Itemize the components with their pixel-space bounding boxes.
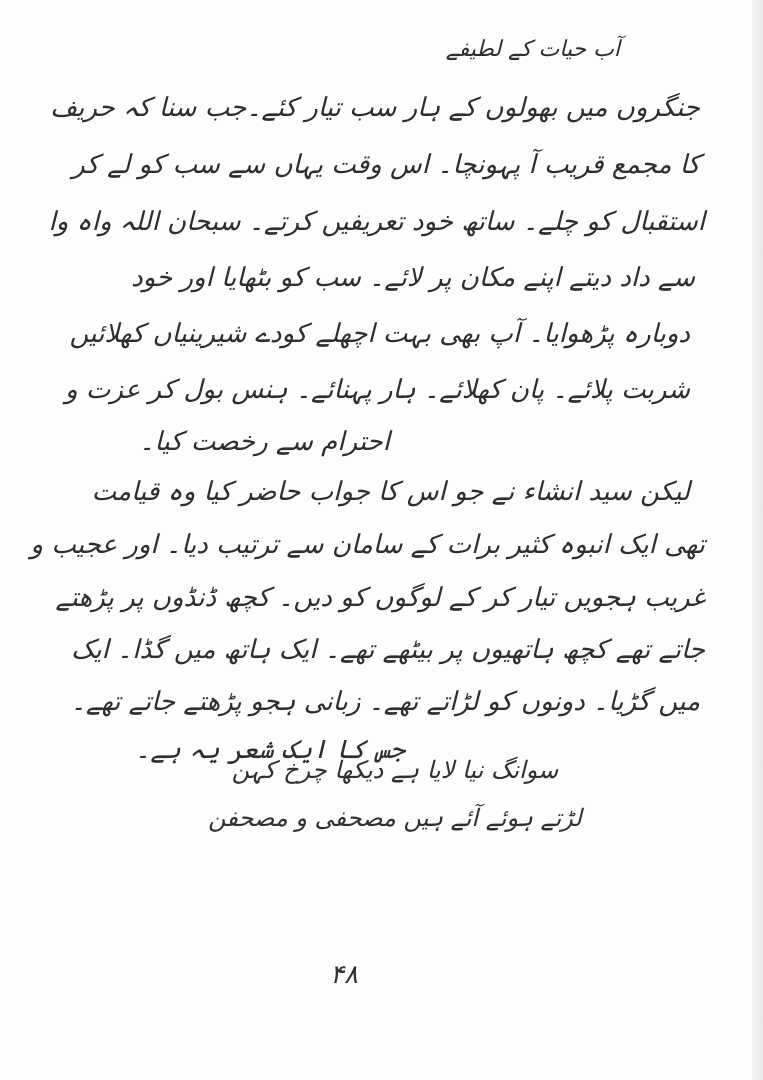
verse-line: لڑتے ہوئے آئے ہیں مصحفی و مصحفن (208, 804, 582, 832)
paragraph-2-line: جاتے تھے کچھ ہاتھیوں پر بیٹھے تھے۔ ایک ہاتھ میں گڈا۔ ایک (71, 635, 705, 665)
paragraph-2-line: جس کا ایک شعر یہ ہے۔ (135, 735, 405, 765)
page-number: ۴۸ (330, 960, 358, 990)
paragraph-1-line: جنگروں میں بھولوں کے ہار سب تیار کئے۔جب سنا کہ حریف (50, 93, 700, 123)
paragraph-1-line: سے داد دیتے اپنے مکان پر لائے۔ سب کو بٹھایا اور خود (131, 263, 695, 293)
verse-line: سوانگ نیا لایا ہے دیکھا چرخ کہن (231, 756, 559, 784)
paragraph-1-line: شربت پلائے۔ پان کھلائے۔ ہار پہنائے۔ ہنس بول کر عزت و (65, 375, 690, 405)
paragraph-2-line: میں گڑیا۔ دونوں کو لڑاتے تھے۔ زبانی ہجو پڑھتے جاتے تھے۔ (70, 687, 700, 717)
paragraph-1-line: احترام سے رخصت کیا۔ (139, 427, 390, 457)
paragraph-2-line: تھی ایک انبوہ کثیر برات کے سامان سے ترتیب دیا۔ اور عجیب و (30, 530, 705, 560)
paragraph-2-line: غریب ہجویں تیار کر کے لوگوں کو دیں۔ کچھ ڈنڈوں پر پڑھتے (55, 583, 705, 613)
paragraph-2-line: لیکن سید انشاء نے جو اس کا جواب حاضر کیا وہ قیامت (91, 477, 690, 507)
main-text (30, 30, 705, 765)
paragraph-1-line: کا مجمع قریب آ پہونچا۔ اس وقت یہاں سے سب کو لے کر (72, 150, 700, 180)
page-edge-shadow (752, 0, 763, 1080)
paragraph-1-line: دوبارہ پڑھوایا۔ آپ بھی بہت اچھلے کودے شیرینیاں کھلائیں (69, 319, 690, 349)
page-heading: آب حیات کے لطیفے (445, 37, 620, 62)
paragraph-1-line: استقبال کو چلے۔ ساتھ خود تعریفیں کرتے۔ سبحان اللہ واہ وا (48, 207, 705, 237)
